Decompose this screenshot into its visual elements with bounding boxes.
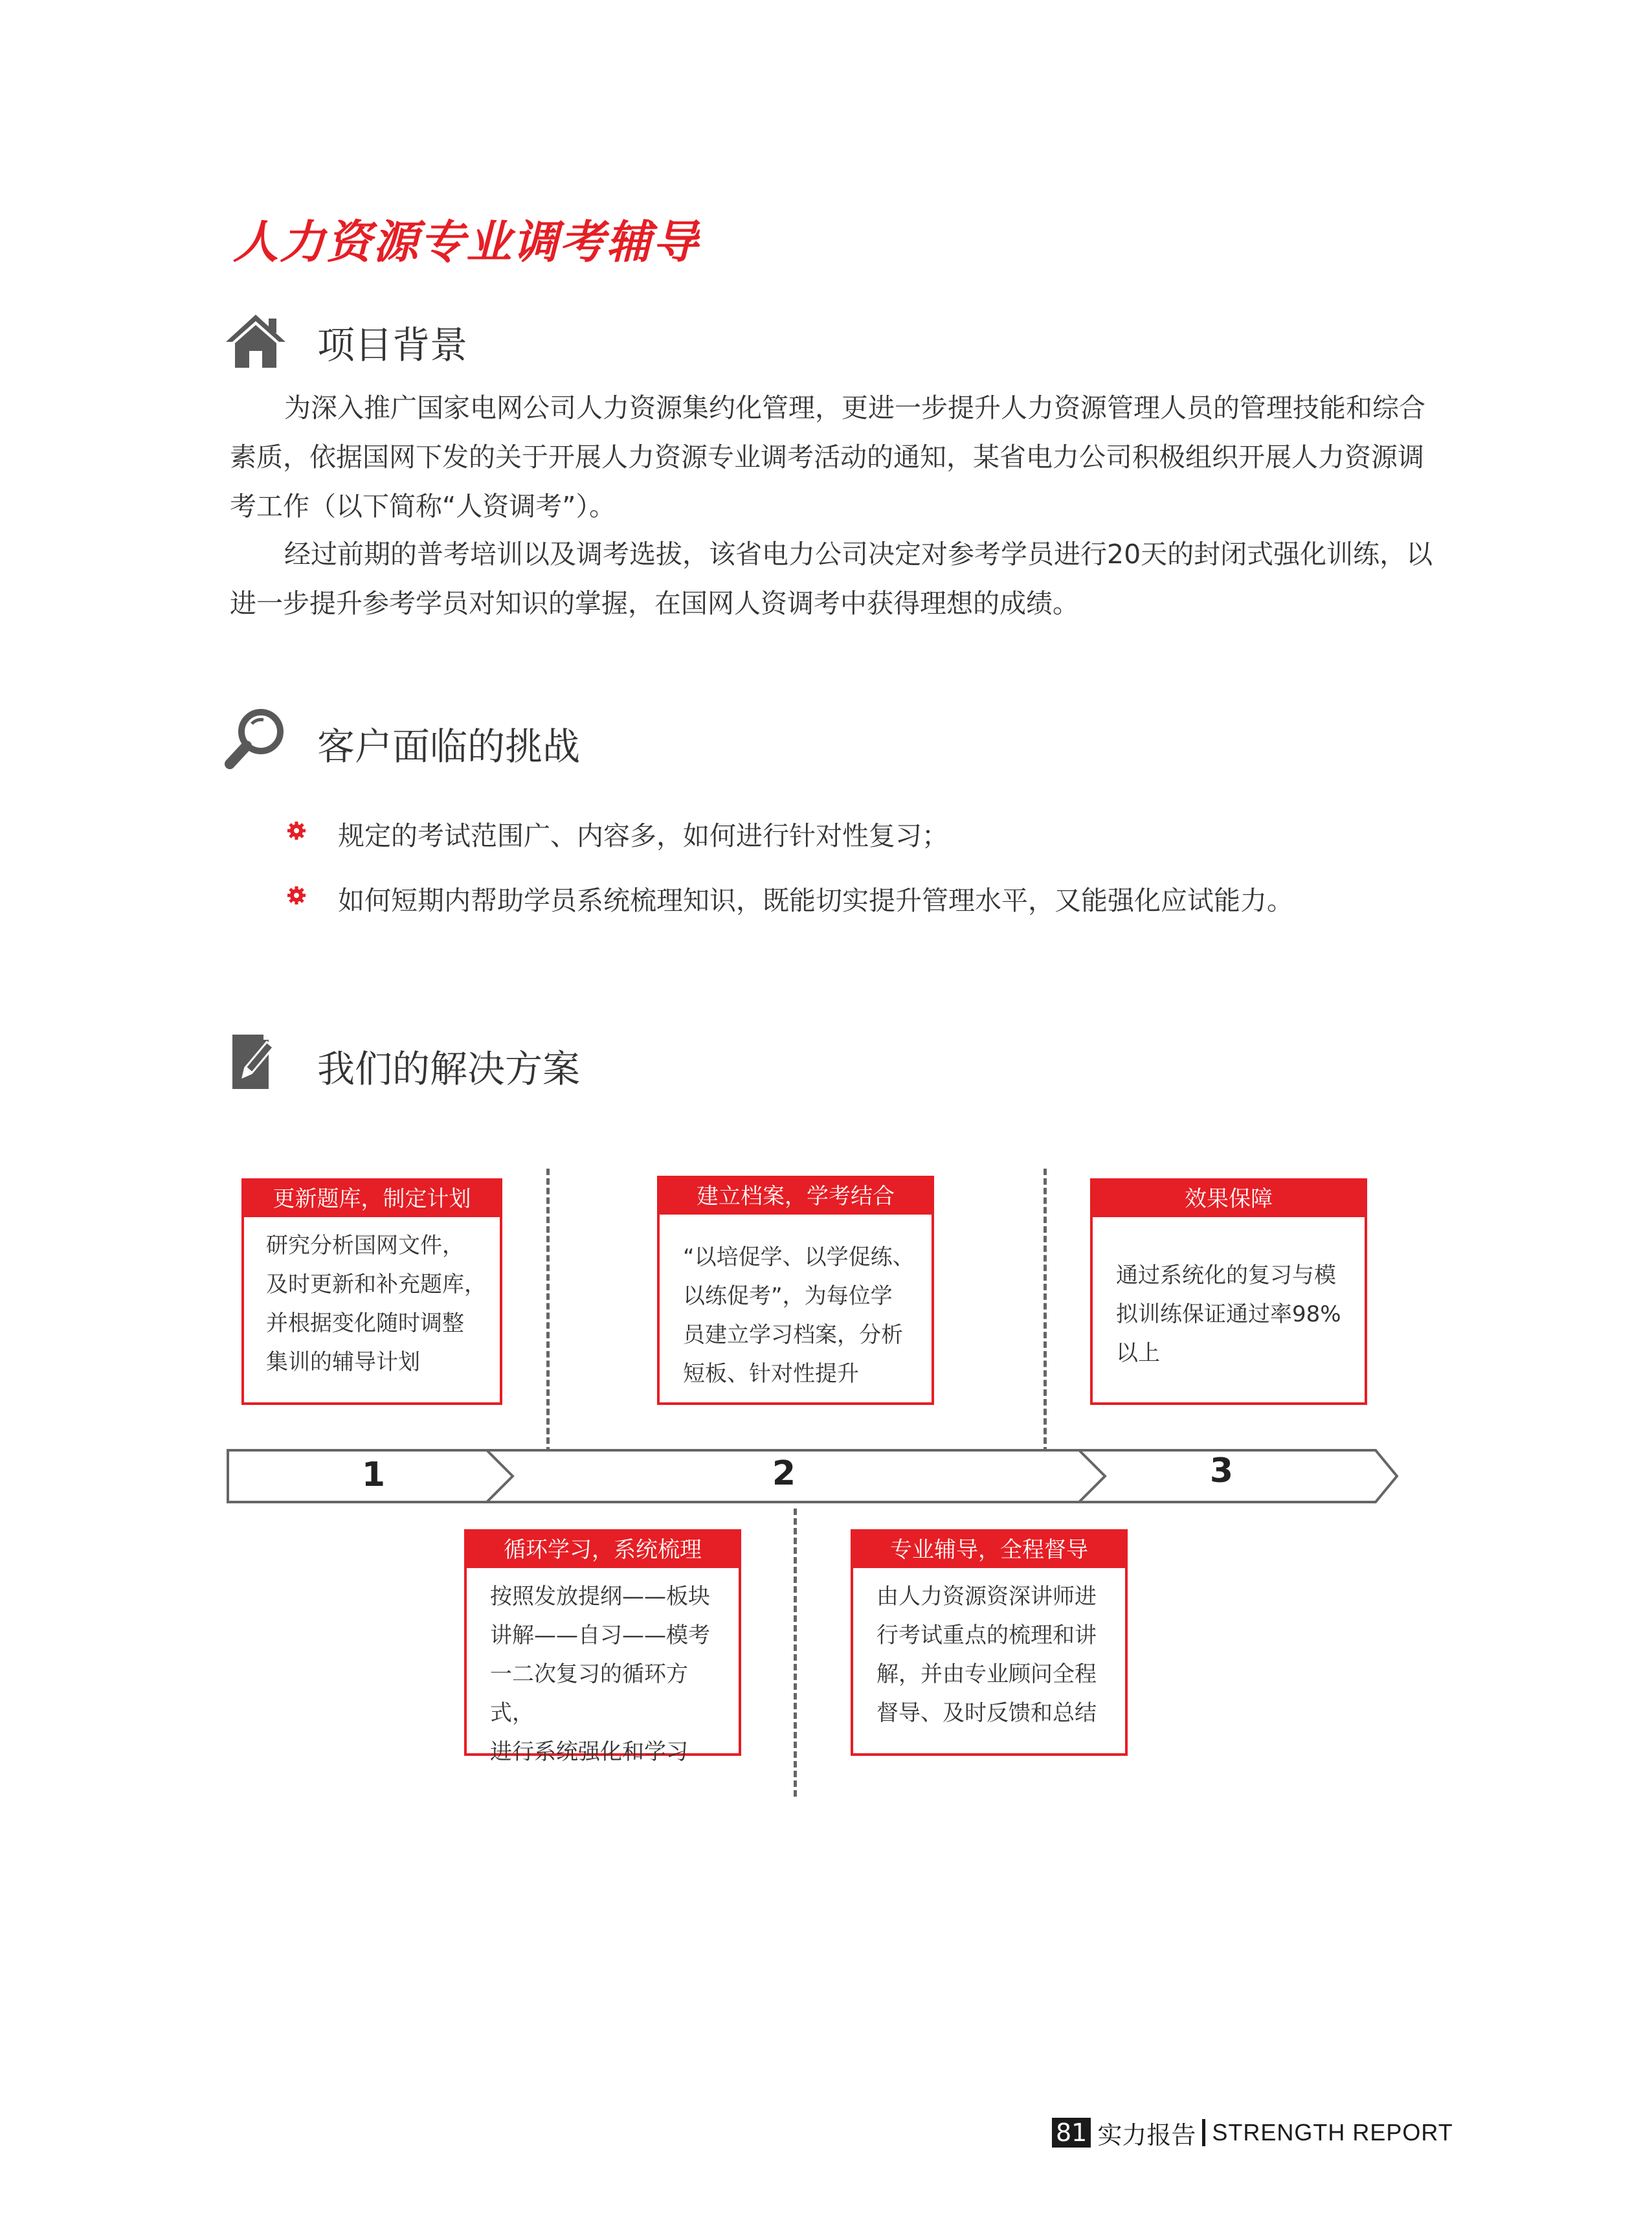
gear-bullet-icon (287, 821, 306, 840)
box-title: 循环学习，系统梳理 (467, 1532, 739, 1568)
step-number-3: 3 (1209, 1452, 1234, 1490)
box-title: 效果保障 (1093, 1181, 1365, 1217)
step-number-1: 1 (361, 1455, 386, 1494)
page-footer (1052, 2116, 1453, 2149)
solution-step-box (1090, 1178, 1367, 1405)
box-title: 更新题库，制定计划 (244, 1181, 500, 1217)
section-title-background: 项目背景 (317, 323, 468, 367)
solution-step-box (464, 1529, 741, 1765)
footer-divider (1202, 2119, 1205, 2146)
background-paragraph-1: 为深入推广国家电网公司人力资源集约化管理，更进一步提升人力资源管理人员的管理技能和综合素质，依据国网下发的关于开展人力资源专业调考活动的通知，某省电力公司积极组织开展人力资源调考工作（以下简称“人资调考”）。 (230, 392, 1425, 522)
box-title: 建立档案，学考结合 (660, 1178, 932, 1215)
timeline-divider (546, 1169, 550, 1453)
solution-step-box (241, 1178, 502, 1405)
timeline-divider (1044, 1169, 1047, 1453)
solution-step-box (851, 1529, 1128, 1756)
box-body: 通过系统化的复习与模 拟训练保证通过率98% 以上 (1116, 1262, 1341, 1366)
pencil-note-icon (223, 1029, 288, 1094)
home-icon (223, 309, 288, 374)
timeline-divider (794, 1509, 797, 1797)
box-body: 研究分析国网文件， 及时更新和补充题库， 并根据变化随时调整 集训的辅导计划 (266, 1233, 486, 1375)
box-body: 由人力资源资深讲师进 行考试重点的梳理和讲 解，并由专业顾问全程 督导、及时反馈和总结 (876, 1584, 1097, 1726)
background-paragraph-2: 经过前期的普考培训以及调考选拔，该省电力公司决定对参考学员进行20天的封闭式强化训练，以进一步提升参考学员对知识的掌握，在国网人资调考中获得理想的成绩。 (230, 539, 1433, 619)
gear-bullet-icon (287, 886, 306, 905)
box-body: “以培促学、以学促练、 以练促考”，为每位学 员建立学习档案，分析 短板、针对性提升 (683, 1244, 915, 1387)
footer-label-cn: 实力报告 (1097, 2120, 1196, 2149)
solution-step-box (657, 1176, 934, 1405)
section-title-challenges: 客户面临的挑战 (317, 724, 581, 769)
footer-label-en: STRENGTH REPORT (1212, 2119, 1453, 2146)
section-title-solution: 我们的解决方案 (317, 1047, 581, 1091)
step-number-2: 2 (772, 1454, 796, 1493)
box-body: 按照发放提纲——板块 讲解——自习——模考 一二次复习的循环方式， 进行系统强化和学习 (490, 1584, 710, 1765)
challenge-item-1: 规定的考试范围广、内容多，如何进行针对性复习； (338, 820, 948, 851)
magnifier-icon (223, 706, 288, 770)
challenge-item-2: 如何短期内帮助学员系统梳理知识，既能切实提升管理水平，又能强化应试能力。 (338, 885, 1293, 916)
box-title: 专业辅导，全程督导 (853, 1532, 1125, 1568)
page-number: 81 (1052, 2118, 1091, 2148)
page-title: 人力资源专业调考辅导 (233, 216, 699, 269)
